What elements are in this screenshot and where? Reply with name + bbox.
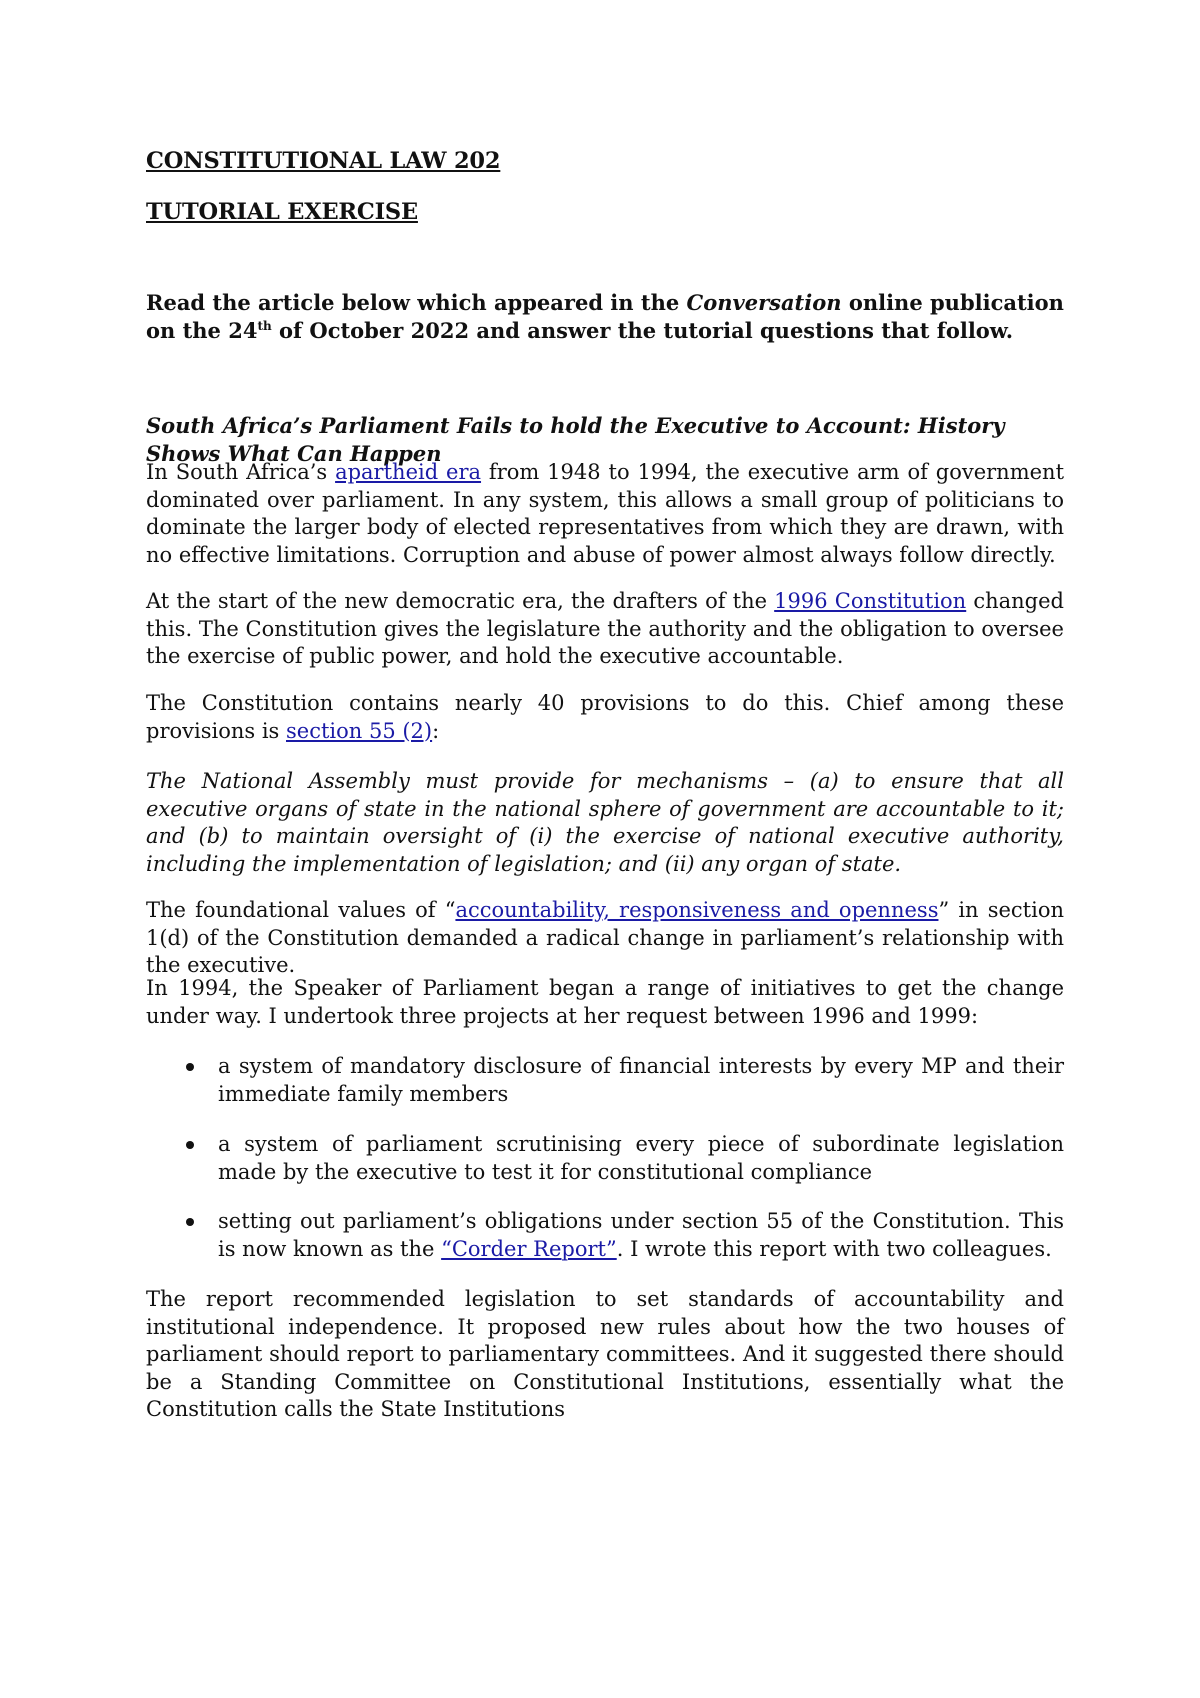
constitution-quote: The National Assembly must provide for mechanisms – (a) to ensure that all executive organs of state in the national sphere of government are accountable to it; and (b) to maintain oversight of (i) the exercise of national executive authority, including the implementation of legislation; and (ii) any organ of state. — [146, 769, 1064, 876]
course-title: CONSTITUTIONAL LAW 202 — [146, 148, 501, 174]
bullet-icon — [186, 1218, 194, 1226]
paragraph-2 — [146, 588, 1064, 671]
p4-text-a: The foundational values of “ — [146, 898, 456, 922]
paragraph-4 — [146, 897, 1064, 980]
date-suffix: th — [257, 318, 272, 333]
paragraph-3 — [146, 690, 1064, 745]
list-item — [146, 1131, 1064, 1186]
p4-text-b: ” in section 1(d) of the Constitution demanded a radical change in parliament’s relationship with the executive. — [146, 898, 1064, 977]
intro-instructions — [146, 289, 1064, 344]
p2-text-b: changed this. The Constitution gives the legislature the authority and the obligation to oversee the exercise of public power, and hold the executive accountable. — [146, 589, 1064, 668]
paragraph-1 — [146, 459, 1064, 569]
p1-text-b: from 1948 to 1994, the executive arm of government dominated over parliament. In any system, this allows a small group of politicians to dominate the larger body of elected representatives from which they are drawn, with no effective limitations. Corruption and abuse of power almost always follow directly. — [146, 460, 1065, 567]
intro-text-1: Read the article below which appeared in the — [146, 290, 687, 315]
p1-text-a: In South Africa’s — [146, 460, 336, 484]
list-item-text-end: . I wrote this report with two colleagues. — [616, 1236, 1052, 1261]
apartheid-era-link[interactable]: apartheid era — [335, 460, 482, 484]
paragraph-6: The report recommended legislation to set standards of accountability and institutional independence. It proposed new rules about how the two houses of parliament should report to parliamentary committees. And it suggested there should be a Standing Committee on Constitutional Institutions, essentially what the Constitution calls the State Institutions — [146, 1287, 1064, 1421]
p2-text-a: At the start of the new democratic era, the drafters of the — [146, 589, 775, 613]
p3-text-a: The Constitution contains nearly 40 provisions to do this. Chief among these provisions is — [146, 691, 1064, 743]
intro-text-3: of October 2022 and answer the tutorial questions that follow. — [271, 317, 1014, 343]
list-item-text: a system of parliament scrutinising every piece of subordinate legislation made by the executive to test it for constitutional compliance — [218, 1132, 1064, 1184]
list-item — [146, 1208, 1064, 1263]
projects-list — [146, 1053, 1064, 1108]
section-55-link[interactable]: section 55 (2) — [286, 718, 433, 743]
publication-name: Conversation — [686, 290, 842, 315]
bullet-icon — [186, 1063, 194, 1071]
p3-text-b: : — [432, 718, 440, 743]
corder-report-link[interactable]: “Corder Report” — [441, 1236, 617, 1261]
article-title: South Africa’s Parliament Fails to hold the Executive to Account: History Shows What Can Happen — [146, 413, 1005, 466]
intro-text-2: online publication on the 24 — [146, 290, 1064, 343]
list-item-text: a system of mandatory disclosure of financial interests by every MP and their immediate family members — [218, 1054, 1064, 1106]
list-item-text: setting out parliament’s obligations under section 55 of the Constitution. This is now known as the — [218, 1209, 1064, 1261]
foundational-values-link[interactable]: accountability, responsiveness and openness — [455, 898, 939, 922]
constitution-1996-link[interactable]: 1996 Constitution — [774, 589, 967, 613]
paragraph-5: In 1994, the Speaker of Parliament began a range of initiatives to get the change under way. I undertook three projects at her request between 1996 and 1999: — [146, 976, 1064, 1028]
projects-list-2 — [146, 1131, 1064, 1186]
projects-list-3 — [146, 1208, 1064, 1263]
exercise-title: TUTORIAL EXERCISE — [146, 199, 418, 225]
list-item — [146, 1053, 1064, 1108]
bullet-icon — [186, 1141, 194, 1149]
